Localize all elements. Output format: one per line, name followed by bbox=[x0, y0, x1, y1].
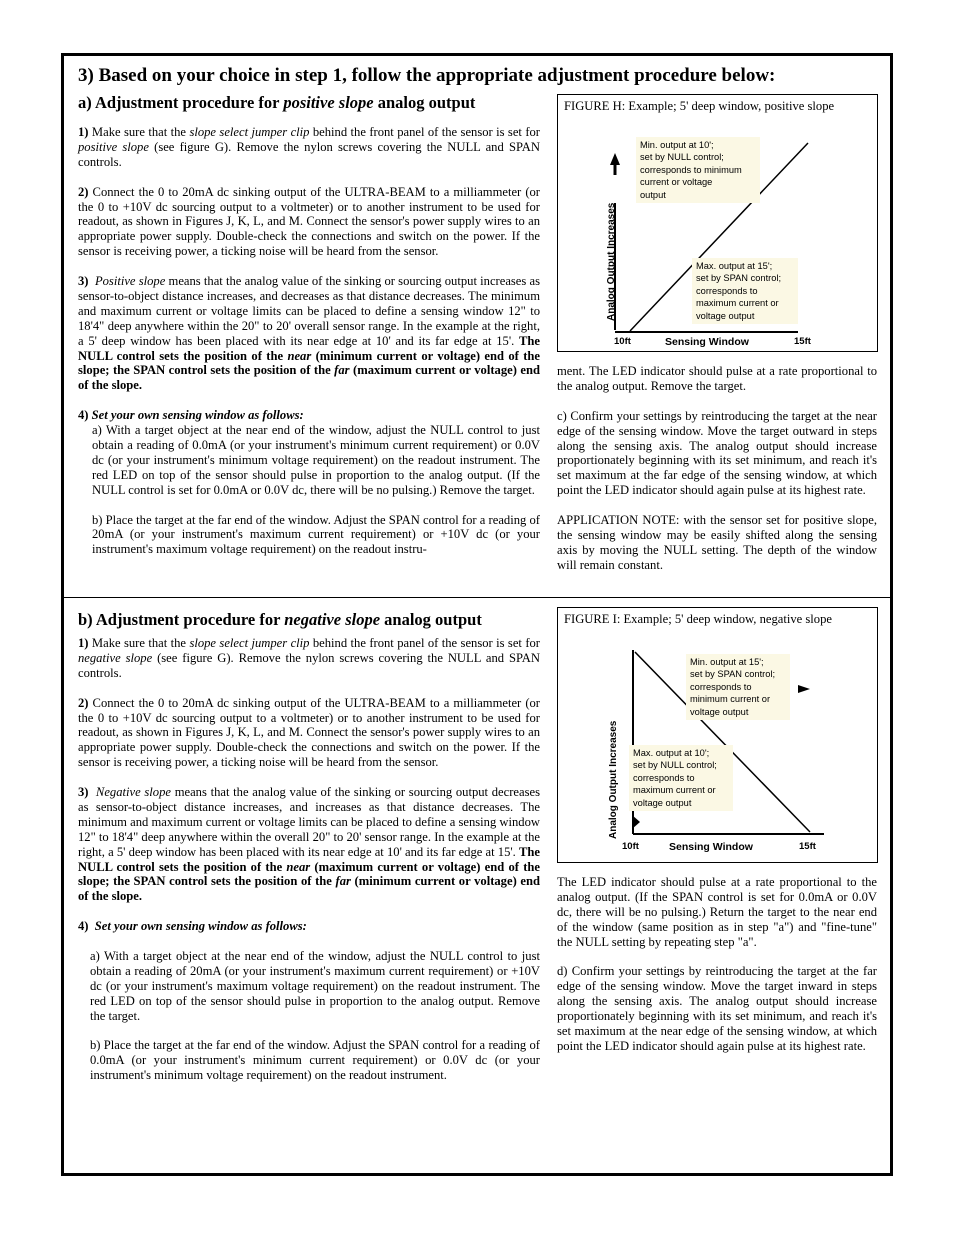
text-em: slope select jumper clip bbox=[189, 636, 310, 650]
step-number: 2) bbox=[78, 695, 89, 710]
section-b-right-cont: The LED indicator should pulse at a rate proportional to the analog output. (If the SPAN control is set for 0.0mA or 0.0V dc, there will be no pulsing.) Return the target to the near end of the window (same position as in step "a") and "fine-tune" the NULL setting by repeating step "a". bbox=[557, 875, 877, 949]
section-a-step3 bbox=[78, 274, 540, 393]
section-a-right-column bbox=[557, 364, 877, 573]
section-b-right-d: d) Confirm your settings by reintroducing the target at the far edge of the sensing window. Move the target inward in steps along the sensing axis. The analog output should increase proportionately beginning with its set minimum, and reach it's set maximum at the near edge of the sensing window, at which point the LED indicator should again pulse at its highest rate. bbox=[557, 964, 877, 1053]
section-b-title-pre: b) Adjustment procedure for bbox=[78, 610, 285, 629]
up-arrow-icon bbox=[610, 153, 620, 165]
text: means that the analog value of the sinking or sourcing output increases as sensor-to-object distance increases, and decreases as that distance decreases. The minimum and maximum current or voltage limits can be placed to define a sensing window 12" to 18'4" deep anywhere within the 20" to 20' overall sensor range. In the example at the right, a 5' deep window has been placed with its near edge at 10' and its far edge at 15'. bbox=[78, 274, 541, 348]
section-b-title-post: analog output bbox=[380, 610, 482, 629]
section-a-title-post: analog output bbox=[373, 93, 476, 112]
text-bold-em: near bbox=[286, 859, 311, 874]
section-b-step4b: b) Place the target at the far end of the window. Adjust the SPAN control for a reading of 0.0mA (or your instrument's minimum current requirement) or 0.0V dc (or your instrument's minimum voltage requirement) on the readout instrument. bbox=[90, 1038, 540, 1083]
section-a-title-em: positive slope bbox=[283, 93, 374, 112]
section-a-right-c: c) Confirm your settings by reintroducing the target at the near edge of the sensing window. Move the target outward in steps along the sensing axis. The analog output should increase proportionately beginning with its set minimum, and reach it's set maximum at the far edge of the sensing window, at which point the LED indicator should again pulse at its highest rate. bbox=[557, 408, 877, 498]
section-b-step1 bbox=[78, 636, 540, 681]
figure-h-max-note: Max. output at 15'; set by SPAN control; corresponds to maximum current or voltage output bbox=[692, 258, 798, 324]
section-divider bbox=[64, 597, 890, 598]
step-number: 1) bbox=[78, 636, 89, 650]
section-a-title-pre: a) Adjustment procedure for bbox=[78, 93, 284, 112]
section-b-left-column bbox=[78, 636, 540, 1083]
text-bold: (minimum current or voltage) end of the slope. bbox=[78, 874, 540, 904]
figure-h-x-right: 15ft bbox=[794, 336, 811, 347]
section-a-step4b: b) Place the target at the far end of the window. Adjust the SPAN control for a reading of 20mA (or your instrument's maximum current requirement) or +10V dc (or your instrument's maximum voltage requirement) on the readout instru- bbox=[92, 512, 540, 557]
figure-i-y-label: Analog Output Increases bbox=[608, 720, 619, 839]
section-a-step4-title bbox=[78, 408, 540, 423]
text-bold-em: far bbox=[334, 363, 350, 378]
section-a-right-cont: ment. The LED indicator should pulse at a rate proportional to the analog output. Remove the target. bbox=[557, 364, 877, 393]
figure-i-x-label: Sensing Window bbox=[669, 841, 753, 853]
figure-h-y-label: Analog Output Increases bbox=[606, 202, 617, 321]
text-em: slope select jumper clip bbox=[189, 125, 310, 139]
section-b-right-column bbox=[557, 875, 877, 1054]
figure-i-x-left: 10ft bbox=[622, 841, 639, 852]
right-arrow-small-icon bbox=[632, 815, 640, 829]
figure-h-x-left: 10ft bbox=[614, 336, 631, 347]
figure-i-min-note: Min. output at 15'; set by SPAN control; corresponds to minimum current or voltage output bbox=[686, 654, 790, 720]
step-number: 1) bbox=[78, 125, 89, 139]
figure-h-title: FIGURE H: Example; 5' deep window, positive slope bbox=[564, 99, 835, 113]
text-em: positive slope bbox=[78, 139, 149, 154]
step-number: 4) bbox=[78, 408, 89, 423]
text-bold-em: far bbox=[335, 874, 351, 889]
section-b-step3 bbox=[78, 785, 540, 904]
text: means that the analog value of the sinking or sourcing output decreases as sensor-to-object distance increases, and increases as that distance decreases. The minimum and maximum current or voltage limits can be placed to define a sensing window 12" to 18'4" deep anywhere within the overall 20" to 20' sensor range. In the example at the right, a 5' deep window has been placed with its near edge at 10' and its far edge at 15'. bbox=[78, 785, 541, 859]
section-a-step2 bbox=[78, 185, 540, 260]
text-em: Positive slope bbox=[94, 274, 166, 289]
section-b-title-em: negative slope bbox=[284, 610, 381, 629]
figure-h-x-label: Sensing Window bbox=[665, 336, 749, 348]
text-bold: The NULL control sets the position of the bbox=[78, 844, 540, 874]
right-arrow-icon bbox=[798, 685, 810, 693]
main-heading: 3) Based on your choice in step 1, follow the appropriate adjustment procedure below: bbox=[78, 65, 776, 86]
step-number: 2) bbox=[78, 184, 89, 199]
step-number: 3) bbox=[78, 785, 89, 800]
text: Make sure that the bbox=[88, 636, 190, 650]
text-em: Negative slope bbox=[95, 785, 171, 800]
step-number: 3) bbox=[78, 274, 89, 289]
text-bold-em: near bbox=[287, 348, 312, 363]
text-bold: The NULL control sets the position of the bbox=[78, 333, 540, 363]
text: Connect the 0 to 20mA dc sinking output of the ULTRA-BEAM to a milliammeter (or the 0 to +10V dc sourcing output to a voltmeter) or to another instrument to be used for readout, as shown in Figures J, K, L, and M. Connect the sensor's power supply wires to an appropriate power supply. Double-check the connections and switch on the power. If the sensor is receiving power, a ticking noise will be heard from the sensor. bbox=[78, 184, 540, 259]
section-b-step4-title bbox=[78, 919, 540, 934]
text-bold: (maximum current or voltage) end of the slope. bbox=[78, 363, 540, 393]
text-bold-em: Set your own sensing window as follows: bbox=[91, 408, 304, 423]
section-a-step4a: a) With a target object at the near end of the window, adjust the NULL control to just obtain a reading of 0.0mA (or your instrument's minimum current requirement) or 0.0V dc (or your instrument's minimum voltage requirement) on the readout instrument. The red LED on top of the sensor should pulse in proportion to the analog output. (If the NULL control is set for 0.0mA or 0.0V dc, there will be no pulsing.) Remove the target. bbox=[92, 423, 540, 497]
figure-i-x-right: 15ft bbox=[799, 841, 816, 852]
text: behind the front panel of the sensor is set for bbox=[309, 636, 540, 650]
text-bold: (minimum current or voltage) end of the slope; the SPAN control sets the position of the bbox=[78, 348, 540, 378]
figure-h bbox=[557, 94, 878, 352]
text: (see figure G). Remove the nylon screws covering the NULL and SPAN controls. bbox=[78, 139, 540, 169]
text-em: negative slope bbox=[78, 650, 153, 665]
figure-h-min-note: Min. output at 10'; set by NULL control; corresponds to minimum current or voltage output bbox=[636, 137, 760, 203]
text-bold-em: Set your own sensing window as follows: bbox=[94, 919, 307, 934]
step-number: 4) bbox=[78, 919, 89, 934]
section-a-left-column bbox=[78, 125, 540, 557]
figure-i-title: FIGURE I: Example; 5' deep window, negative slope bbox=[564, 612, 832, 626]
page-frame bbox=[61, 53, 893, 1176]
text: behind the front panel of the sensor is set for bbox=[309, 125, 540, 139]
figure-i-max-note: Max. output at 10'; set by NULL control; corresponds to maximum current or voltage output bbox=[629, 745, 733, 811]
section-b-step2 bbox=[78, 696, 540, 771]
section-a-title bbox=[78, 93, 475, 113]
figure-i-diagram bbox=[558, 608, 877, 862]
figure-i bbox=[557, 607, 878, 863]
text: Make sure that the bbox=[88, 125, 190, 139]
text: Connect the 0 to 20mA dc sinking output of the ULTRA-BEAM to a milliammeter (or the 0 to +10V dc sourcing output to a voltmeter) or to another instrument to be used for readout, as shown in Figures J, K, L, and M. Connect the sensor's power supply wires to an appropriate power supply. Double-check the connections and switch on the power. If the sensor is receiving power, a ticking noise will be heard from the sensor. bbox=[78, 695, 540, 770]
text-bold: (maximum current or voltage) end of the slope; the SPAN control sets the position of the bbox=[78, 859, 540, 889]
section-a-step1 bbox=[78, 125, 540, 170]
text: (see figure G). Remove the nylon screws covering the NULL and SPAN controls. bbox=[78, 650, 540, 680]
section-b-step4a: a) With a target object at the near end of the window, adjust the NULL control to just obtain a reading of 20mA (or your instrument's maximum current requirement) or +10V dc (or your instrument's maximum voltage requirement) on the readout instrument. The red LED on top of the sensor should pulse in proportion to the analog output. Remove the target. bbox=[90, 948, 540, 1023]
section-a-app-note: APPLICATION NOTE: with the sensor set for positive slope, the sensing window may be easily shifted along the sensing axis by moving the NULL setting. The depth of the window will remain constant. bbox=[557, 513, 877, 572]
section-b-title bbox=[78, 610, 482, 630]
